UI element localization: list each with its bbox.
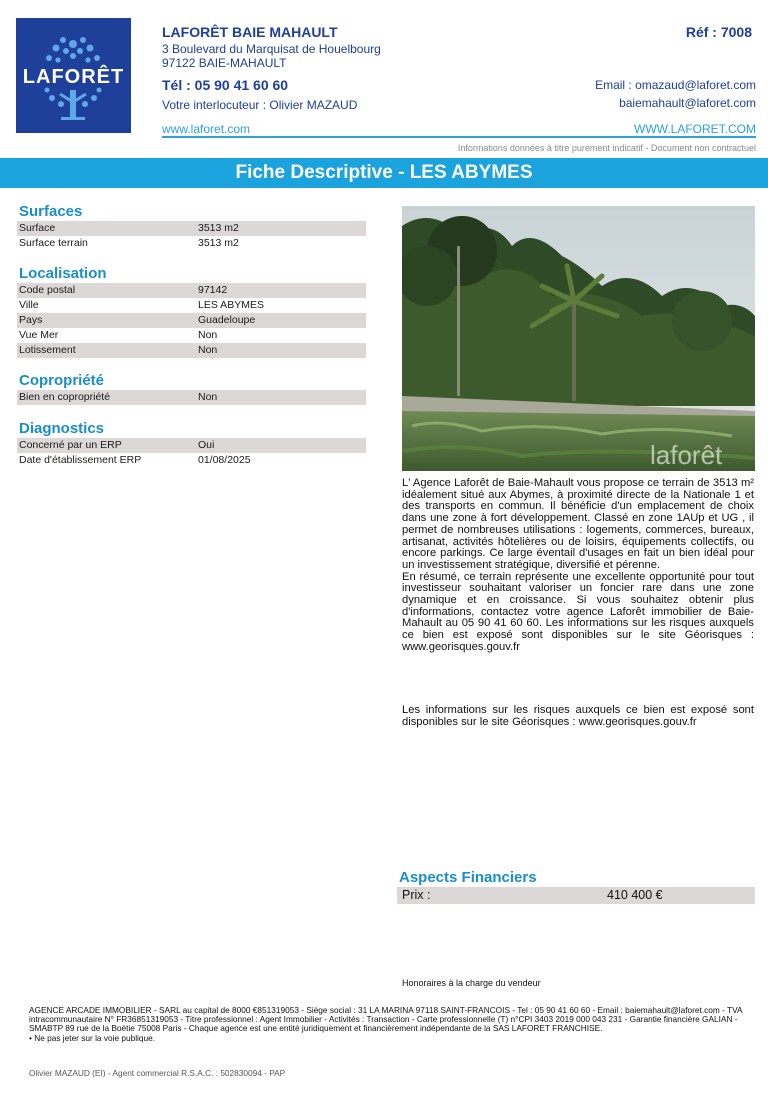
table-row xyxy=(17,221,366,236)
legal-text: AGENCE ARCADE IMMOBILIER - SARL au capital de 8000 €851319053 - Siège social : 31 LA MARINA 97118 SAINT-FRANCOIS - Tel : 05 90 41 60 60 - Email : baiemahault@laforet.com - TVA intracommunautaire N° FR36851319053 - Titre professionnel : Agent Immobilier - Activités : Transaction - Carte professionnelle (T) n°CPI 3403 2019 000 043 231 - Garantie financière GALIAN - SMABTP 89 rue de la Boétie 75008 Paris - Chaque agence est une entité juridiquement et financièrement indépendante de la SAS LAFORET FRANCHISE. xyxy=(29,1005,743,1034)
row-label: Concerné par un ERP xyxy=(19,439,122,451)
price-row xyxy=(397,887,755,904)
email-line2[interactable]: baiemahault@laforet.com xyxy=(619,96,756,110)
table-row xyxy=(17,438,366,453)
risk-note: Les informations sur les risques auxquels ce bien est exposé sont disponibles sur le site Géorisques : www.georisques.gouv.fr xyxy=(402,704,754,728)
logo-text: LAFORÊT xyxy=(22,66,125,88)
photo-watermark: laforêt xyxy=(650,440,723,470)
table-row xyxy=(17,343,366,358)
description-paragraph: En résumé, ce terrain représente une excellente opportunité pour tout investisseur souhaitant valoriser un foncier rare dans une zone dynamique et en croissance. Si vous souhaitez obtenir plus d'informations, contactez votre agence Laforêt immobilier de Baie-Mahault au 05 90 41 60 60. Les informations sur les risques auxquels ce bien est exposé sont disponibles sur le site Géorisques : www.georisques.gouv.fr xyxy=(402,570,754,653)
row-label: Surface xyxy=(19,222,56,234)
agency-name: LAFORÊT BAIE MAHAULT xyxy=(162,24,338,40)
row-value: Oui xyxy=(198,439,215,451)
description-paragraph: L' Agence Laforêt de Baie-Mahault vous propose ce terrain de 3513 m² idéalement situé aux Abymes, à proximité directe de la Nationale 1 et des transports en commun. Il bénéficie d'un emplacement de choix dans une zone à fort développement. Classé en zone 1AUp et UG , il permet de nombreuses utilisations : logements, commerces, bureaux, artisanat, activités hôtelières ou de loisirs, équipements collectifs, ou encore parkings. Ce large éventail d'usages en fait un bien idéal pour un investissement stratégique, diversifié et pérenne. xyxy=(402,477,754,571)
row-value: Non xyxy=(198,344,218,356)
address-line1: 3 Boulevard du Marquisat de Houelbourg xyxy=(162,42,381,56)
legal-notice: • Ne pas jeter sur la voie publique. xyxy=(29,1032,156,1043)
row-label: Pays xyxy=(19,314,43,326)
row-value: 3513 m2 xyxy=(198,237,239,249)
property-photo xyxy=(402,206,755,471)
row-value: 97142 xyxy=(198,284,228,296)
address-line2: 97122 BAIE-MAHAULT xyxy=(162,56,287,70)
title-band xyxy=(0,158,768,188)
section-title-surfaces: Surfaces xyxy=(19,203,83,220)
footer-legal xyxy=(29,1006,744,1043)
section-title-financial: Aspects Financiers xyxy=(399,869,537,886)
section-title-localisation: Localisation xyxy=(19,265,107,282)
row-label: Date d'établissement ERP xyxy=(19,454,142,466)
header-divider xyxy=(162,136,756,138)
row-label: Code postal xyxy=(19,284,76,296)
row-value: LES ABYMES xyxy=(198,299,264,311)
agent-info: Olivier MAZAUD (EI) - Agent commercial R.S.A.C. : 502830094 - PAP xyxy=(29,1068,286,1078)
description xyxy=(402,478,754,654)
row-label: Bien en copropriété xyxy=(19,391,111,403)
table-row xyxy=(17,390,366,405)
table-row xyxy=(17,453,366,468)
section-title-copropriete: Copropriété xyxy=(19,372,105,389)
disclaimer: Informations données à titre purement indicatif - Document non contractuel xyxy=(457,143,756,153)
contact-person: Votre interlocuteur : Olivier MAZAUD xyxy=(162,98,358,112)
row-label: Ville xyxy=(19,299,39,311)
page-title: Fiche Descriptive - LES ABYMES xyxy=(235,162,533,183)
row-label: Surface terrain xyxy=(19,237,88,249)
row-label: Lotissement xyxy=(19,344,76,356)
row-value: 3513 m2 xyxy=(198,222,239,234)
row-label: Vue Mer xyxy=(19,329,59,341)
table-row xyxy=(17,313,366,328)
table-row xyxy=(17,236,366,251)
reference-number: Réf : 7008 xyxy=(685,24,752,40)
row-value: Guadeloupe xyxy=(198,314,256,326)
row-value: 01/08/2025 xyxy=(198,454,251,466)
price-label: Prix : xyxy=(402,888,431,902)
website-link-right[interactable]: WWW.LAFORET.COM xyxy=(634,122,756,136)
table-row xyxy=(17,298,366,313)
table-row xyxy=(17,328,366,343)
row-value: Non xyxy=(198,391,218,403)
row-value: Non xyxy=(198,329,218,341)
website-link-left[interactable]: www.laforet.com xyxy=(162,122,251,136)
fees-note: Honoraires à la charge du vendeur xyxy=(402,978,541,988)
price-value: 410 400 € xyxy=(607,888,663,902)
phone[interactable]: Tél : 05 90 41 60 60 xyxy=(162,77,289,93)
laforet-logo xyxy=(16,18,131,133)
table-row xyxy=(17,283,366,298)
email-line1[interactable]: Email : omazaud@laforet.com xyxy=(595,78,756,92)
section-title-diagnostics: Diagnostics xyxy=(19,420,105,437)
